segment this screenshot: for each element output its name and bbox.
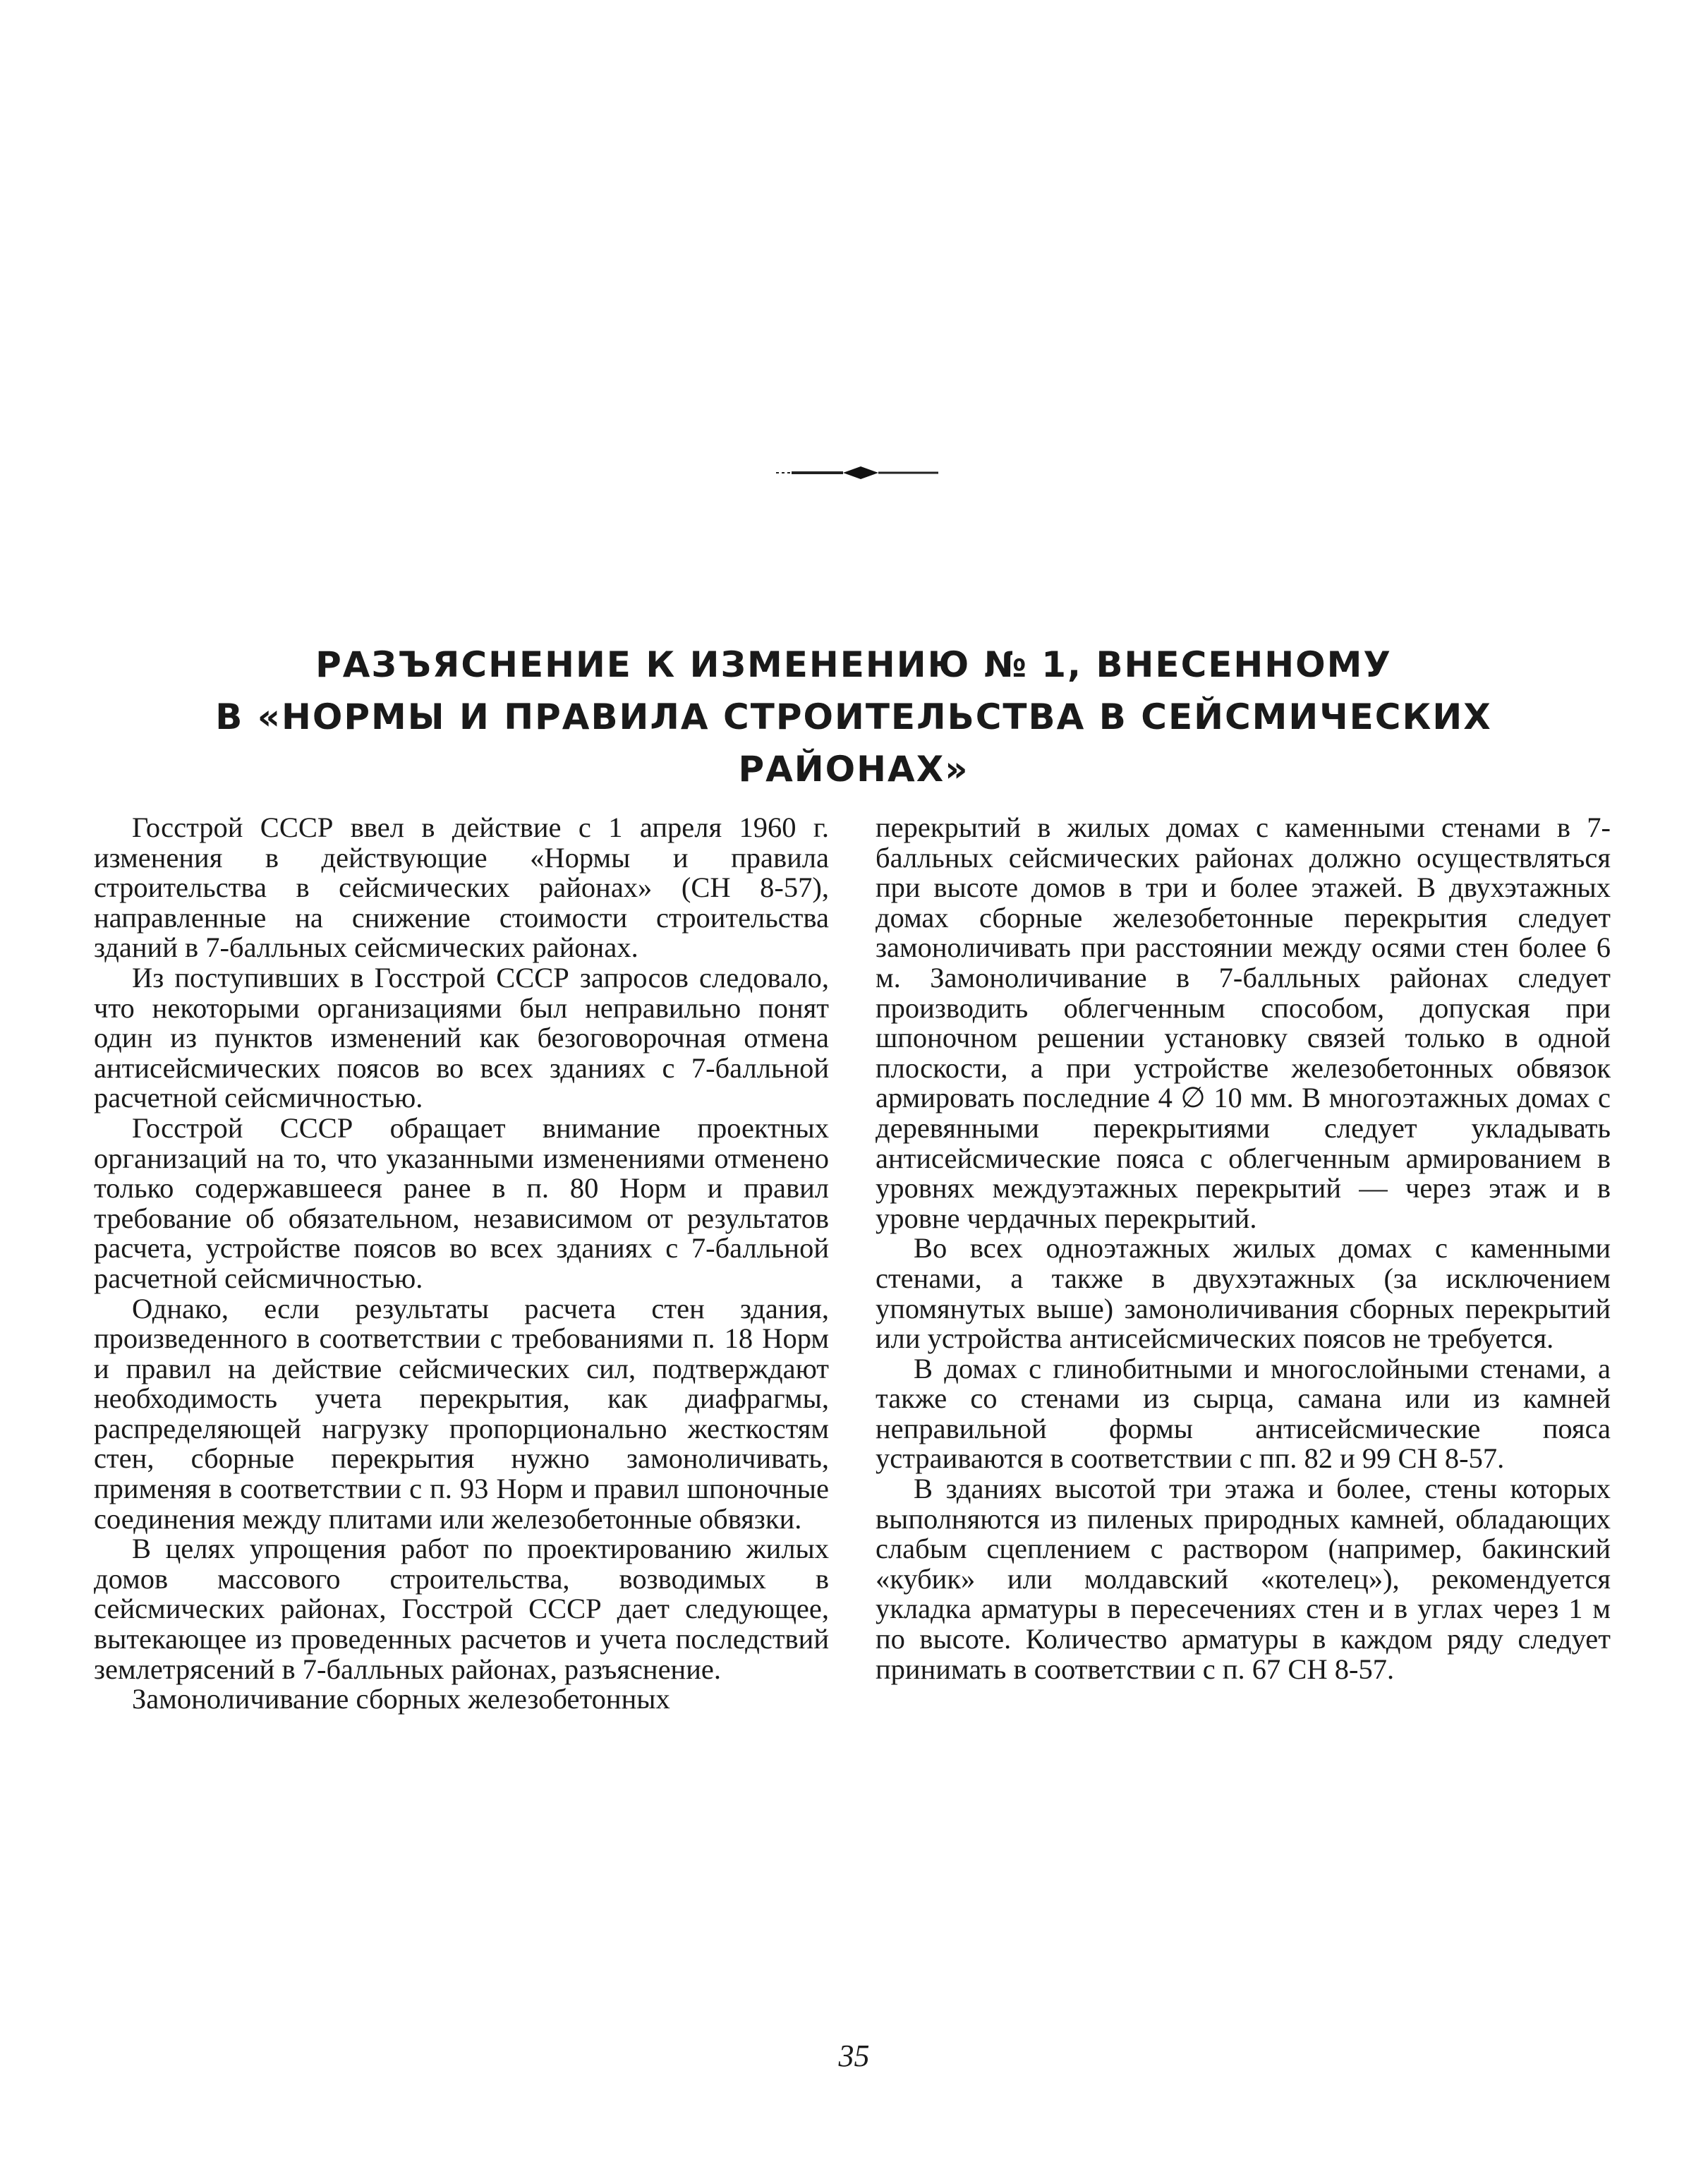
paragraph-continued: перекрытий в жилых домах с каменными стенами в 7-балльных сейсмических районах должно осуществляться при высоте домов в три и более этажей. В двухэтажных домах сборные железобетонные перекрытия следует замоноличивать при расстоянии между осями стен более 6 м. Замоноличивание в 7-балльных районах следует производить облегченным способом, допуская при шпоночном решении установку связей только в одной плоскости, а при устройстве железобетонных обвязок армировать последние 4 ∅ 10 мм. В многоэтажных домах с деревянными перекрытиями следует укладывать антисейсмические пояса с облегченным армированием в уровнях междуэтажных перекрытий — через этаж и в уровне чердачных перекрытий. [876, 811, 1611, 1234]
paragraph: Однако, если результаты расчета стен здания, произведенного в соответствии с требованиями п. 18 Норм и правил на действие сейсмических сил, подтверждают необходимость учета перекрытия, как диафрагмы, распределяющей нагрузку пропорционально жесткостям стен, сборные перекрытия нужно замоноличивать, применяя в соответствии с п. 93 Норм и правил шпоночные соединения между плитами или железобетонные обвязки. [94, 1292, 829, 1535]
paragraph: В зданиях высотой три этажа и более, стены которых выполняются из пиленых природных камней, обладающих слабым сцеплением с раствором (например, бакинский «кубик» или молдавский «котелец»), рекомендуется укладка арматуры в пересечениях стен и в углах через 1 м по высоте. Количество арматуры в каждом ряду следует принимать в соответствии с п. 67 СН 8-57. [876, 1473, 1611, 1685]
paragraph: Госстрой СССР ввел в действие с 1 апреля 1960 г. изменения в действующие «Нормы и правила строительства в сейсмических районах» (СН 8-57), направленные на снижение стоимости строительства зданий в 7-балльных сейсмических районах. [94, 811, 829, 964]
page-number: 35 [838, 2039, 870, 2073]
right-column [876, 813, 1611, 1684]
title-line-3: РАЙОНАХ» [738, 749, 969, 790]
left-column [94, 813, 829, 1715]
paragraph: Во всех одноэтажных жилых домах с каменными стенами, а также в двухэтажных (за исключением упомянутых выше) замоноличивания сборных перекрытий или устройства антисейсмических поясов не требуется. [876, 1232, 1611, 1355]
ornament-divider-icon [776, 459, 938, 487]
title-line-1: РАЗЪЯСНЕНИЕ К ИЗМЕНЕНИЮ № 1, ВНЕСЕННОМУ [315, 644, 1392, 685]
paragraph: Замоноличивание сборных железобетонных [132, 1683, 670, 1715]
paragraph: Из поступивших в Госстрой СССР запросов следовало, что некоторыми организациями был неправильно понят один из пунктов изменений как безоговорочная отмена антисейсмических поясов во всех зданиях с 7-балльной расчетной сейсмичностью. [94, 961, 829, 1114]
paragraph: В домах с глинобитными и многослойными стенами, а также со стенами из сырца, самана или из камней неправильной формы антисейсмические пояса устраиваются в соответствии с пп. 82 и 99 СН 8-57. [876, 1352, 1611, 1475]
paragraph: В целях упрощения работ по проектированию жилых домов массового строительства, возводимых в сейсмических районах, Госстрой СССР дает следующее, вытекающее из проведенных расчетов и учета последствий землетрясений в 7-балльных районах, разъяснение. [94, 1533, 829, 1685]
title-line-2: В «НОРМЫ И ПРАВИЛА СТРОИТЕЛЬСТВА В СЕЙСМИЧЕСКИХ [215, 696, 1492, 737]
document-title [120, 639, 1587, 795]
paragraph: Госстрой СССР обращает внимание проектных организаций на то, что указанными изменениями отменено только содержавшееся ранее в п. 80 Норм и правил требование об обязательном, независимом от результатов расчета, устройстве поясов во всех зданиях с 7-балльной расчетной сейсмичностью. [94, 1111, 829, 1294]
